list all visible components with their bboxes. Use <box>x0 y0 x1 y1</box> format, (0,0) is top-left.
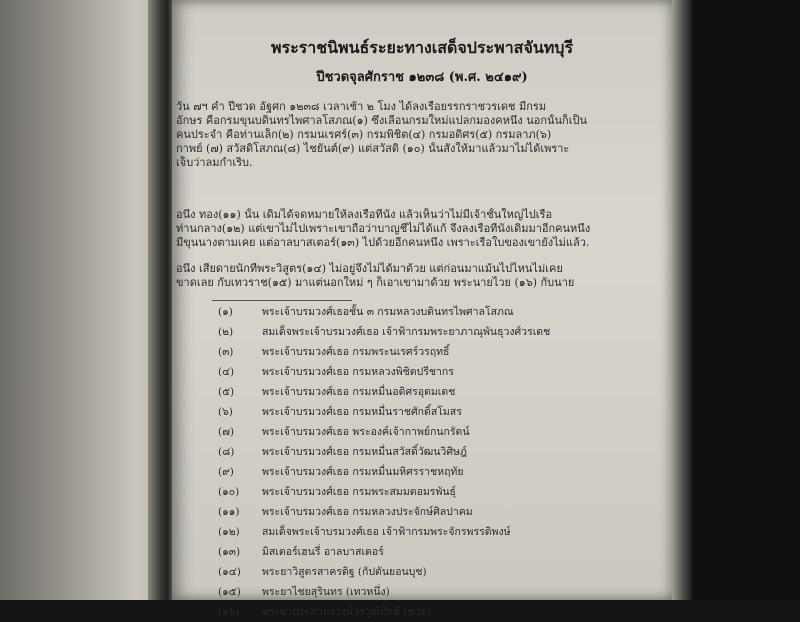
footnote <box>218 382 658 402</box>
book-page <box>172 0 672 618</box>
footnote <box>218 322 658 342</box>
page-edge-shadow <box>672 0 692 600</box>
footnote <box>218 342 658 362</box>
text-line: ท่านกลาง(๑๒) แต่เขาไม่ไปเพราะเขาถือว่าบาญชีไม่ได้แก้ จึงลงเรือที่นั่งเดิมมาอีกคนหนึ่ง <box>176 222 591 235</box>
footnote <box>218 562 658 582</box>
footnote-text: พระยาวิสูตรสาครดิฐ (กัปตันยอนบุช) <box>262 566 427 578</box>
footnote-number: (๑๔) <box>218 566 241 578</box>
footnote-text: มิสเตอร์เฮนรี่ อาลบาสเตอร์ <box>262 546 384 558</box>
footnotes <box>218 302 658 622</box>
paragraph-1 <box>176 100 664 170</box>
text-line: อักษร คือกรมขุนบดินทรไพศาลโสภณ(๑) ซึ่งเลื่อนกรมใหม่แปลกมองคหนึ่ง นอกนั้นก็เป็น <box>176 114 587 127</box>
footnote-text: พระยาไชยสุรินทร (เทวหนึ่ง) <box>262 586 390 598</box>
footnote <box>218 522 658 542</box>
footnote-number: (๘) <box>218 446 235 458</box>
footnote-number: (๑) <box>218 306 233 318</box>
footnote-text: พระยาประภากรวงษ์วรวุฒิภักดี (ชาย) <box>262 606 431 618</box>
footnote-text: พระเจ้าบรมวงศ์เธอ กรมหมื่นมหิศรราชหฤทัย <box>262 466 464 478</box>
footnote-text: สมเด็จพระเจ้าบรมวงศ์เธอ เจ้าฟ้ากรมพระจักรพรรดิพงษ์ <box>262 526 511 538</box>
footnote <box>218 442 658 462</box>
footnote <box>218 502 658 522</box>
paragraph-3 <box>176 262 664 290</box>
footnote <box>218 422 658 442</box>
footnote-divider <box>212 300 352 301</box>
footnote-text: พระเจ้าบรมวงศ์เธอ กรมหมื่นสวัสดิ์วัฒนวิศิษฎ์ <box>262 446 467 458</box>
text-line: กาพย์ (๗) สวัสดิโสภณ(๘) ไชยันต์(๙) แต่สวัสดิ (๑๐) นั้นสั่งให้มาแล้วมาไม่ได้เพราะ <box>176 142 570 155</box>
footnote <box>218 402 658 422</box>
footnote-number: (๑๒) <box>218 526 240 538</box>
footnote <box>218 582 658 602</box>
footnote-text: พระเจ้าบรมวงศ์เธอ กรมหลวงพิชิตปรีชากร <box>262 366 454 378</box>
footnote-number: (๑๑) <box>218 506 240 518</box>
footnote-text: พระเจ้าบรมวงศ์เธอ กรมพระสมมตอมรพันธุ์ <box>262 486 456 498</box>
text-line: คนประจำ คือท่านเล็ก(๒) กรมนเรศร์(๓) กรมพิชิต(๔) กรมอดิศร(๕) กรมลาภ(๖) <box>176 128 552 141</box>
text-line: ขาดเลย กับเทวราช(๑๕) มาแต่นอกใหม่ ๆ ก็เอาเขามาด้วย พระนายไวย (๑๖) กับนาย <box>176 276 575 289</box>
background-surface <box>692 0 800 600</box>
footnote-text: พระเจ้าบรมวงศ์เธอ พระองค์เจ้ากาพย์กนกรัตน์ <box>262 426 470 438</box>
text-line: อนึ่ง เสียดายนักที่พระวิสูตร(๑๔) ไม่อยู่จึงไม่ได้มาด้วย แต่ก่อนมาแม้นไปไหนไม่เคย <box>176 262 563 275</box>
text-line: วัน ๗ฯ ค่ำ ปีชวด อัฐศก ๑๒๓๘ เวลาเช้า ๒ โมง ได้ลงเรือยรรกราชวรเดช มีกรม <box>176 100 547 113</box>
page-title: พระราชนิพนธ์ระยะทางเสด็จประพาสจันทบุรี <box>270 38 574 57</box>
footnote-text: พระเจ้าบรมวงศ์เธอ กรมหมื่นอดิศรอุดมเดช <box>262 386 456 398</box>
footnote-text: พระเจ้าบรมวงศ์เธอ กรมหลวงประจักษ์ศิลปาคม <box>262 506 473 518</box>
footnote <box>218 462 658 482</box>
footnote-text: พระเจ้าบรมวงศ์เธอ กรมพระนเรศร์วรฤทธิ์ <box>262 346 450 358</box>
paragraph-2 <box>176 208 664 250</box>
footnote-text: สมเด็จพระเจ้าบรมวงศ์เธอ เจ้าฟ้ากรมพระยาภาณุพันธุวงศ์วรเดช <box>262 326 551 338</box>
footnote-number: (๖) <box>218 406 233 418</box>
footnote-text: พระเจ้าบรมวงศ์เธอ กรมหมื่นราชศักดิ์สโมสร <box>262 406 462 418</box>
footnote-number: (๙) <box>218 466 234 478</box>
footnote <box>218 542 658 562</box>
text-line: อนึ่ง ทอง(๑๑) นั้น เดิมได้จดหมายให้ลงเรือที่นั่ง แล้วเห็นว่าไม่มีเจ้าชั้นใหญ่ไปเรือ <box>176 208 553 221</box>
footnote-number: (๑๖) <box>218 606 240 618</box>
footnote <box>218 482 658 502</box>
footnote-number: (๒) <box>218 326 234 338</box>
footnote <box>218 362 658 382</box>
footnote-text: พระเจ้าบรมวงศ์เธอชั้น ๓ กรมหลวงบดินทรไพศาลโสภณ <box>262 306 514 318</box>
text-line: เจ็บว่าลมกำเริบ. <box>176 156 253 169</box>
footnote-number: (๑๐) <box>218 486 240 498</box>
footnote-number: (๑๕) <box>218 586 241 598</box>
text-line: มีขุนนางตามเคย แต่อาลบาสเตอร์(๑๓) ไปด้วยอีกคนหนึ่ง เพราะเรือใบของเขายังไม่แล้ว. <box>176 236 590 249</box>
left-page-edge <box>0 0 160 600</box>
footnote <box>218 302 658 322</box>
footnote-number: (๓) <box>218 346 234 358</box>
page-subtitle: ปีชวดจุลศักราช ๑๒๓๘ (พ.ศ. ๒๔๑๙) <box>316 70 528 85</box>
footnote <box>218 602 658 622</box>
footnote-number: (๗) <box>218 426 235 438</box>
footnote-number: (๑๓) <box>218 546 241 558</box>
footnote-number: (๔) <box>218 366 235 378</box>
footnote-number: (๕) <box>218 386 235 398</box>
